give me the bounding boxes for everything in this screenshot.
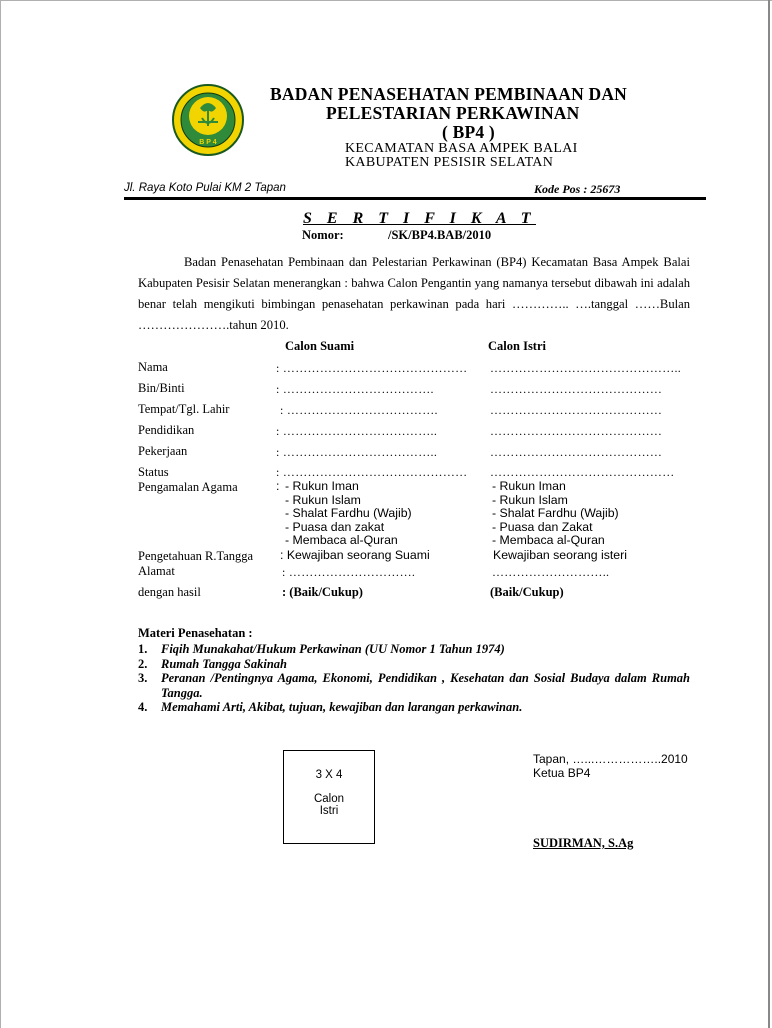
certificate-title: S E R T I F I K A T	[303, 210, 536, 227]
field-pendidikan-husband: : ………………………………..	[276, 424, 438, 438]
household-label: Pengetahuan R.Tangga	[138, 549, 254, 563]
materials-item: 2. Rumah Tangga Sakinah	[138, 656, 287, 671]
field-label-ttl: Tempat/Tgl. Lahir	[138, 402, 230, 416]
photo-size: 3 X 4	[315, 769, 343, 781]
field-label-nama: Nama	[138, 360, 168, 374]
field-label-status: Status	[138, 465, 169, 479]
signature-place-date: Tapan, …...……………..2010	[533, 752, 688, 766]
materials-item: 4. Memahami Arti, Akibat, tujuan, kewajiban dan larangan perkawinan.	[138, 700, 523, 714]
photo-line1: Calon	[313, 793, 345, 805]
religion-husband-item: - Rukun Iman	[285, 479, 359, 493]
religion-label: Pengamalan Agama	[138, 480, 238, 494]
field-nama-wife: ………………………………………..	[490, 361, 682, 375]
religion-husband-item: - Shalat Fardhu (Wajib)	[285, 506, 412, 520]
field-status-wife: ………………………………………	[490, 465, 675, 479]
religion-wife-item: - Membaca al-Quran	[492, 533, 605, 547]
header-divider	[124, 197, 706, 200]
photo-placeholder	[283, 750, 375, 844]
page-border-left	[0, 0, 1, 1028]
field-pekerjaan-wife: ……………………………………	[490, 445, 663, 459]
materials-title: Materi Penasehatan :	[138, 626, 253, 640]
postal-code: Kode Pos : 25673	[534, 182, 621, 196]
field-ttl-husband: : ……………………………….	[280, 403, 438, 417]
column-husband: Calon Suami	[285, 339, 355, 353]
religion-colon: :	[276, 479, 280, 493]
religion-wife-item: - Puasa dan Zakat	[492, 519, 593, 534]
alamat-label: Alamat	[138, 564, 175, 578]
field-pekerjaan-husband: : ………………………………..	[276, 445, 438, 459]
household-husband: : Kewajiban seorang Suami	[280, 548, 430, 562]
column-wife: Calon Istri	[488, 339, 546, 353]
field-nama-husband: : ………………………………………	[276, 361, 468, 375]
field-label-binbinti: Bin/Binti	[138, 381, 185, 395]
page-border-right	[768, 0, 770, 1028]
address: Jl. Raya Koto Pulai KM 2 Tapan	[124, 182, 286, 194]
counseling-materials	[138, 626, 690, 715]
page-border-top	[0, 0, 772, 1]
religion-list-husband	[285, 480, 412, 548]
field-label-pendidikan: Pendidikan	[138, 423, 195, 437]
intro-paragraph	[138, 252, 690, 336]
alamat-husband: : ………………………….	[282, 565, 416, 579]
bp4-logo	[170, 84, 246, 156]
field-status-husband: : ………………………………………	[276, 465, 468, 479]
religion-husband-item: - Membaca al-Quran	[285, 533, 398, 547]
signature-name: SUDIRMAN, S.Ag	[533, 836, 634, 850]
field-label-pekerjaan: Pekerjaan	[138, 444, 188, 458]
materials-item: 3. Peranan /Pentingnya Agama, Ekonomi, Pendidikan , Kesehatan dan Sosial Budaya dalam Rumah Tangga.	[138, 671, 690, 700]
religion-list-wife	[492, 480, 619, 548]
religion-wife-item: - Rukun Iman	[492, 479, 566, 493]
result-husband: : (Baik/Cukup)	[282, 585, 363, 599]
materials-item: 1. Fiqih Munakahat/Hukum Perkawinan (UU Nomor 1 Tahun 1974)	[138, 642, 505, 656]
field-pendidikan-wife: ……………………………………	[490, 424, 663, 438]
religion-husband-item: - Rukun Islam	[285, 492, 361, 507]
alamat-wife: ………………………..	[492, 565, 610, 579]
number-value: /SK/BP4.BAB/2010	[388, 228, 492, 242]
photo-line2: Istri	[319, 805, 339, 817]
result-label: dengan hasil	[138, 585, 201, 599]
field-binbinti-husband: : ……………………………….	[276, 382, 434, 396]
intro-text: Badan Penasehatan Pembinaan dan Pelestarian Perkawinan (BP4) Kecamatan Basa Ampek Balai Kabupaten Pesisir Selatan menerangkan : bahwa Calon Pengantin yang namanya tersebut dibawah ini adalah benar telah mengikuti bimbingan penasehatan perkawinan pada hari ………….. ….tanggal ……Bulan ………………….tahun 2010.	[138, 255, 690, 332]
district-name: KECAMATAN BASA AMPEK BALAI	[345, 141, 578, 156]
org-name-line1: BADAN PENASEHATAN PEMBINAAN DAN	[270, 84, 628, 104]
field-binbinti-wife: ……………………………………	[490, 382, 663, 396]
logo-text: B P 4	[199, 139, 217, 146]
regency-name: KABUPATEN PESISIR SELATAN	[345, 155, 554, 170]
org-abbr: ( BP4 )	[442, 122, 495, 142]
number-label: Nomor:	[302, 228, 344, 242]
religion-wife-item: - Rukun Islam	[492, 492, 568, 507]
religion-wife-item: - Shalat Fardhu (Wajib)	[492, 506, 619, 520]
field-ttl-wife: ……………………………………	[490, 403, 663, 417]
household-wife: Kewajiban seorang isteri	[493, 548, 627, 562]
result-wife: (Baik/Cukup)	[490, 585, 564, 599]
signature-position: Ketua BP4	[533, 766, 591, 780]
org-name-line2: PELESTARIAN PERKAWINAN	[326, 103, 580, 123]
religion-husband-item: - Puasa dan zakat	[285, 519, 385, 534]
